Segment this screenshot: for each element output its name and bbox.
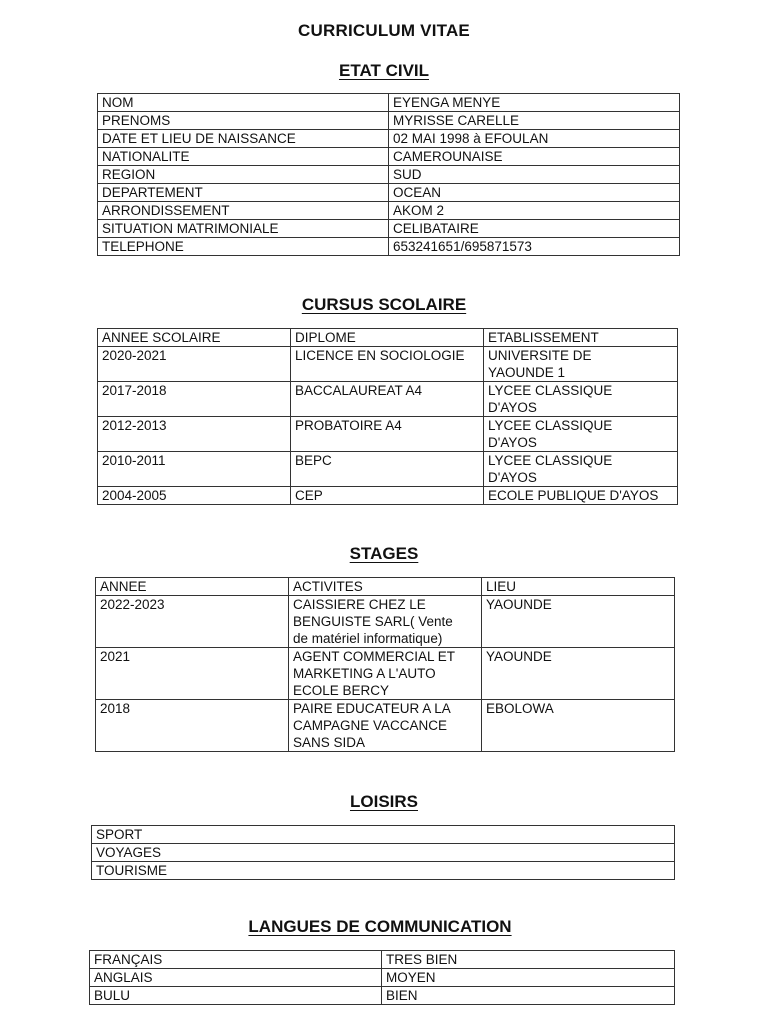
langues-table: [89, 950, 675, 1005]
cursus-table: [97, 328, 678, 505]
cursus-diplome: LICENCE EN SOCIOLOGIE: [291, 347, 484, 382]
cursus-annee: 2017-2018: [98, 382, 291, 417]
section-title-stages: STAGES: [349, 544, 419, 563]
cursus-annee: 2012-2013: [98, 417, 291, 452]
stages-activites-header: ACTIVITES: [289, 578, 482, 596]
cursus-diplome: BACCALAUREAT A4: [291, 382, 484, 417]
etat-civil-value: 653241651/695871573: [389, 238, 680, 256]
cursus-diplome: CEP: [291, 487, 484, 505]
stages-lieu: EBOLOWA: [482, 700, 675, 752]
etat-civil-row: [98, 184, 680, 202]
etat-civil-value: 02 MAI 1998 à EFOULAN: [389, 130, 680, 148]
document-title: CURRICULUM VITAE: [298, 21, 470, 40]
cursus-etablissement: UNIVERSITE DE YAOUNDE 1: [484, 347, 678, 382]
stages-annee: 2021: [96, 648, 289, 700]
etat-civil-label: PRENOMS: [98, 112, 389, 130]
etat-civil-value: CAMEROUNAISE: [389, 148, 680, 166]
cursus-etablissement: ECOLE PUBLIQUE D'AYOS: [484, 487, 678, 505]
stages-annee-header: ANNEE: [96, 578, 289, 596]
etat-civil-value: AKOM 2: [389, 202, 680, 220]
etat-civil-row: [98, 112, 680, 130]
langues-langue: FRANÇAIS: [90, 951, 382, 969]
etat-civil-row: [98, 166, 680, 184]
cursus-diplome: BEPC: [291, 452, 484, 487]
cursus-row: [98, 452, 678, 487]
langues-row: [90, 987, 675, 1005]
etat-civil-value: OCEAN: [389, 184, 680, 202]
section-title-cursus-scolaire: CURSUS SCOLAIRE: [301, 295, 467, 314]
cursus-etablissement: LYCEE CLASSIQUE D'AYOS: [484, 452, 678, 487]
stages-lieu: YAOUNDE: [482, 596, 675, 648]
loisirs-table: [91, 825, 675, 880]
etat-civil-value: MYRISSE CARELLE: [389, 112, 680, 130]
cursus-annee: 2004-2005: [98, 487, 291, 505]
cursus-diplome: PROBATOIRE A4: [291, 417, 484, 452]
langues-langue: BULU: [90, 987, 382, 1005]
etat-civil-label: NATIONALITE: [98, 148, 389, 166]
stages-table: [95, 577, 675, 752]
section-title-loisirs: LOISIRS: [349, 792, 418, 811]
cursus-annee: 2010-2011: [98, 452, 291, 487]
stages-lieu: YAOUNDE: [482, 648, 675, 700]
langues-row: [90, 969, 675, 987]
stages-annee: 2022-2023: [96, 596, 289, 648]
stages-annee: 2018: [96, 700, 289, 752]
loisirs-row: [92, 844, 675, 862]
langues-niveau: BIEN: [382, 987, 675, 1005]
etat-civil-label: ARRONDISSEMENT: [98, 202, 389, 220]
loisirs-item: SPORT: [92, 826, 675, 844]
langues-row: [90, 951, 675, 969]
section-title-langues: LANGUES DE COMMUNICATION: [248, 917, 512, 936]
loisirs-item: TOURISME: [92, 862, 675, 880]
cursus-row: [98, 382, 678, 417]
stages-row: [96, 596, 675, 648]
etat-civil-label: TELEPHONE: [98, 238, 389, 256]
etat-civil-label: DATE ET LIEU DE NAISSANCE: [98, 130, 389, 148]
etat-civil-row: [98, 148, 680, 166]
cursus-row: [98, 487, 678, 505]
stages-row: [96, 700, 675, 752]
etat-civil-row: [98, 238, 680, 256]
etat-civil-value: EYENGA MENYE: [389, 94, 680, 112]
etat-civil-value: SUD: [389, 166, 680, 184]
etat-civil-label: DEPARTEMENT: [98, 184, 389, 202]
table-header-row: [96, 578, 675, 596]
etat-civil-row: [98, 94, 680, 112]
cursus-annee-header: ANNEE SCOLAIRE: [98, 329, 291, 347]
langues-niveau: TRES BIEN: [382, 951, 675, 969]
cursus-etablissement: LYCEE CLASSIQUE D'AYOS: [484, 382, 678, 417]
stages-activites: PAIRE EDUCATEUR A LA CAMPAGNE VACCANCE SANS SIDA: [289, 700, 482, 752]
etat-civil-table: [97, 93, 680, 256]
langues-niveau: MOYEN: [382, 969, 675, 987]
cursus-diplome-header: DIPLOME: [291, 329, 484, 347]
loisirs-row: [92, 826, 675, 844]
etat-civil-row: [98, 130, 680, 148]
etat-civil-row: [98, 220, 680, 238]
cursus-etablissement: LYCEE CLASSIQUE D'AYOS: [484, 417, 678, 452]
cursus-row: [98, 347, 678, 382]
loisirs-item: VOYAGES: [92, 844, 675, 862]
etat-civil-label: SITUATION MATRIMONIALE: [98, 220, 389, 238]
cursus-row: [98, 417, 678, 452]
stages-row: [96, 648, 675, 700]
section-title-etat-civil: ETAT CIVIL: [338, 61, 430, 80]
stages-activites: AGENT COMMERCIAL ET MARKETING A L'AUTO ECOLE BERCY: [289, 648, 482, 700]
etat-civil-label: REGION: [98, 166, 389, 184]
stages-lieu-header: LIEU: [482, 578, 675, 596]
etat-civil-row: [98, 202, 680, 220]
cursus-annee: 2020-2021: [98, 347, 291, 382]
etat-civil-value: CELIBATAIRE: [389, 220, 680, 238]
loisirs-row: [92, 862, 675, 880]
stages-activites: CAISSIERE CHEZ LE BENGUISTE SARL( Vente de matériel informatique): [289, 596, 482, 648]
langues-langue: ANGLAIS: [90, 969, 382, 987]
table-header-row: [98, 329, 678, 347]
etat-civil-label: NOM: [98, 94, 389, 112]
cursus-etablissement-header: ETABLISSEMENT: [484, 329, 678, 347]
